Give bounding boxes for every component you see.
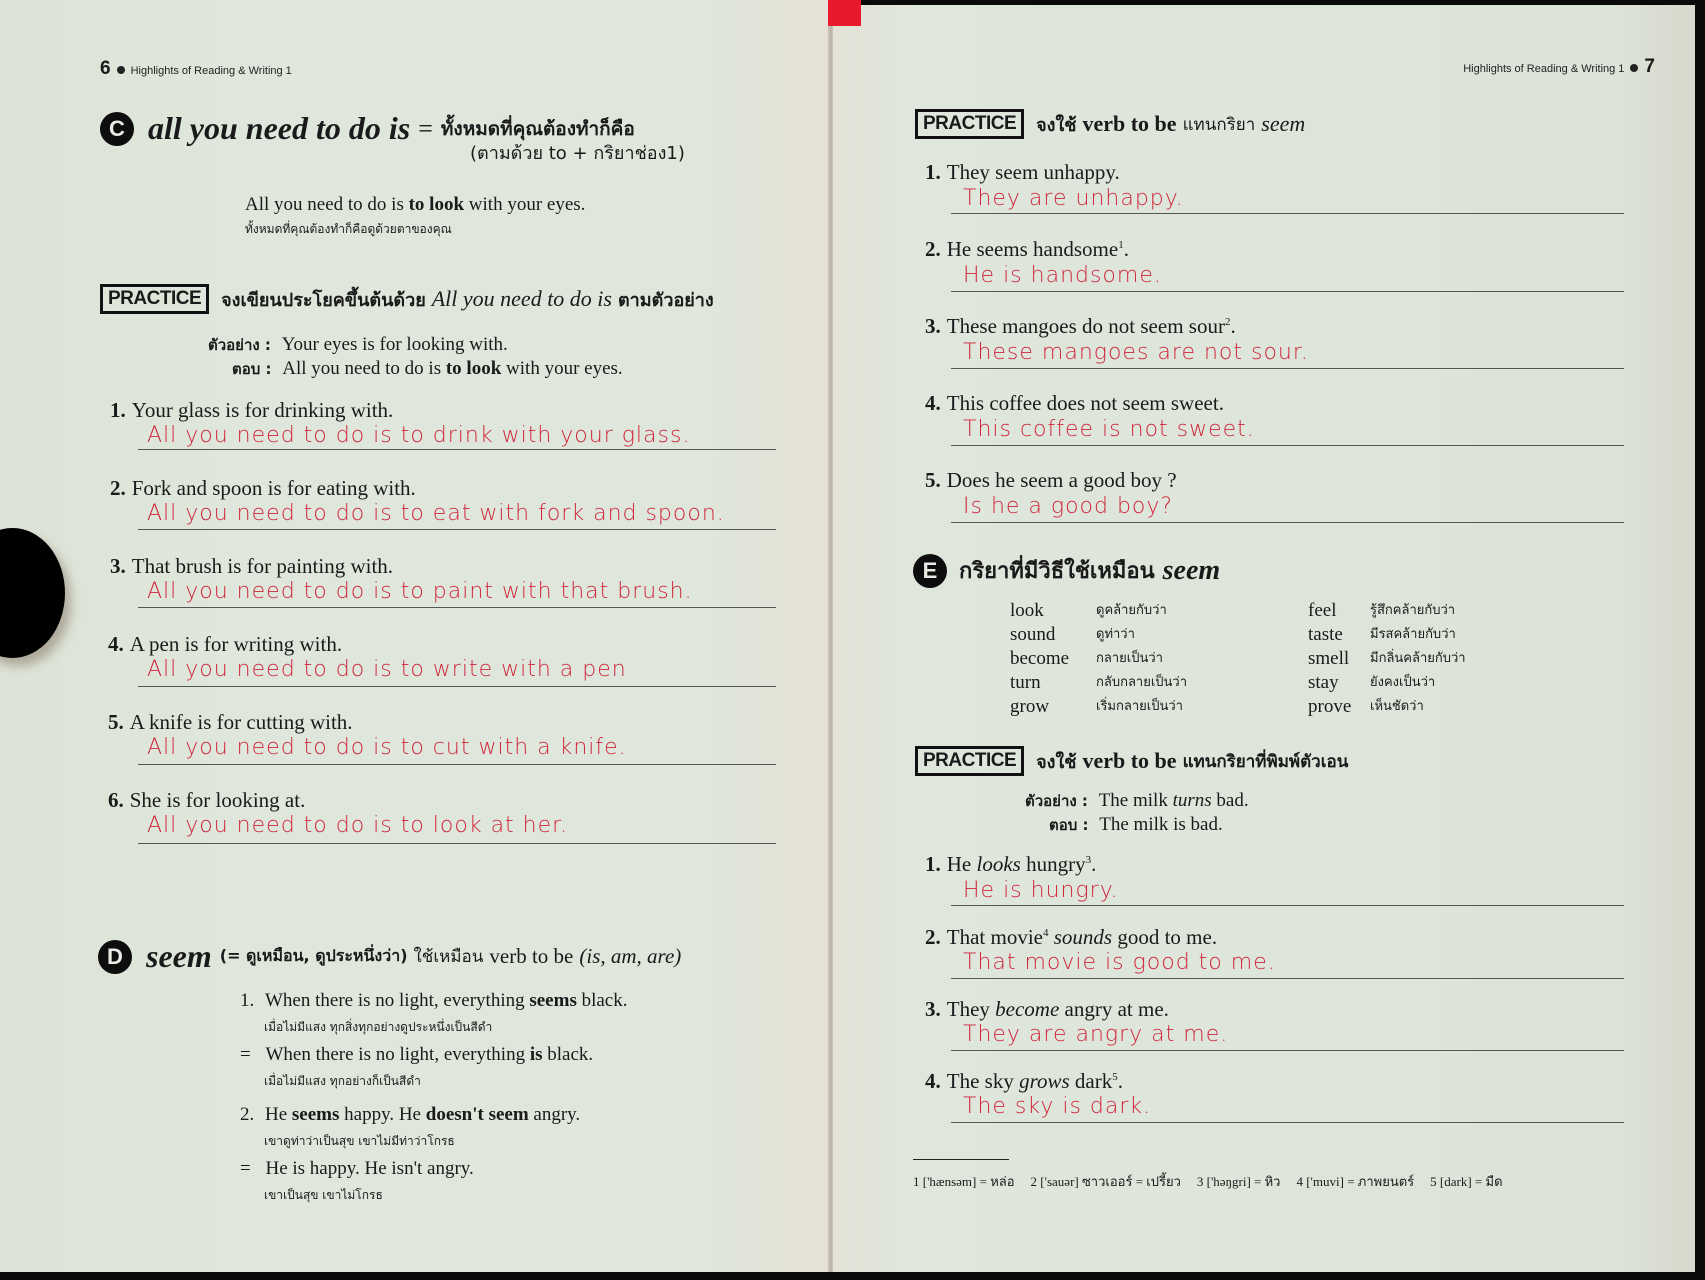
question-italic: grows <box>1019 1069 1070 1093</box>
answer-text: All you need to do is <box>282 358 446 379</box>
section-c-example-thai: ทั้งหมดที่คุณต้องทำก็คือดูด้วยตาของคุณ <box>245 222 452 236</box>
page-number: 7 <box>1644 56 1655 77</box>
footnote-4: 4 ['muvi] = ภาพยนตร์ <box>1296 1174 1415 1189</box>
answer-line <box>138 529 776 530</box>
verb-th: กลายเป็นว่า <box>1096 651 1163 666</box>
practice-2-question-3 <box>925 314 1236 339</box>
practice-1-question-4 <box>108 632 342 657</box>
question-number: 2. <box>925 925 941 949</box>
section-d-example-2 <box>240 1044 593 1066</box>
instruction-italic: seem <box>1261 111 1306 136</box>
question-text: A knife is for cutting with. <box>129 710 353 734</box>
question-number: 5. <box>108 710 124 734</box>
instruction-thai: จงใช้ <box>1036 751 1077 773</box>
practice-2-answer-4[interactable]: This coffee is not sweet. <box>963 417 1255 442</box>
practice-1-question-5 <box>108 710 353 735</box>
verb-th: กลับกลายเป็นว่า <box>1096 675 1188 690</box>
verb-en: become <box>1010 648 1070 669</box>
verb-en: look <box>1010 600 1044 621</box>
verb-en: taste <box>1308 624 1343 645</box>
example-bold: to look <box>408 194 465 215</box>
question-end: . <box>1117 1069 1123 1093</box>
page-number: 6 <box>100 58 111 79</box>
question-number: 6. <box>108 788 124 812</box>
section-d-desc-italic: (is, am, are) <box>579 944 682 968</box>
left-page-header <box>100 58 292 80</box>
question-text: He seems handsome <box>946 237 1119 261</box>
example-thai: เขาเป็นสุข เขาไม่โกรธ <box>264 1188 383 1202</box>
practice-2-answer-5[interactable]: Is he a good boy? <box>963 494 1174 519</box>
question-number: 1. <box>925 852 941 876</box>
practice-1-answer-2[interactable]: All you need to do is to eat with fork and spoon. <box>147 501 725 526</box>
section-d-example-3 <box>240 1104 580 1126</box>
right-page <box>833 0 1695 1272</box>
practice-1-answer-5[interactable]: All you need to do is to cut with a knife. <box>147 735 627 760</box>
practice-1-question-6 <box>108 788 305 813</box>
example-text: All you need to do is <box>245 194 409 215</box>
question-number: 3. <box>110 554 126 578</box>
practice-2-question-2 <box>925 237 1129 262</box>
answer-line <box>951 291 1624 292</box>
bullet-dot-icon <box>117 66 125 74</box>
answer-line <box>951 213 1624 214</box>
verb-th: เริ่มกลายเป็นว่า <box>1096 699 1183 714</box>
practice-1-answer-6[interactable]: All you need to do is to look at her. <box>147 813 569 838</box>
example-text-mid: happy. He <box>339 1104 426 1125</box>
section-d-heading <box>98 938 681 975</box>
section-badge-e: E <box>913 554 947 588</box>
question-end: . <box>1091 852 1097 876</box>
answer-line <box>138 843 776 844</box>
example-text-end: black. <box>542 1044 594 1065</box>
section-d-desc-en: verb to be <box>489 944 574 968</box>
question-text: These mangoes do not seem sour <box>946 314 1225 338</box>
question-number: 1. <box>925 160 941 184</box>
running-title: Highlights of Reading & Writing 1 <box>130 65 292 77</box>
practice-3-answer-2[interactable]: That movie is good to me. <box>963 950 1276 975</box>
instruction-thai-2: แทนกริยาที่พิมพ์ตัวเอน <box>1182 751 1349 772</box>
example-text: He is happy. He isn't angry. <box>265 1158 474 1179</box>
question-text: She is for looking at. <box>129 788 306 812</box>
answer-line <box>951 905 1624 906</box>
question-number: 4. <box>925 391 941 415</box>
question-text-end: hungry <box>1020 852 1086 876</box>
verb-en: sound <box>1010 624 1056 645</box>
footnote-2: 2 ['sauər] ซาวเออร์ = เปรี้ยว <box>1030 1174 1181 1189</box>
example-text: The milk <box>1098 790 1173 811</box>
running-title: Highlights of Reading & Writing 1 <box>1463 63 1625 75</box>
practice-2-answer-3[interactable]: These mangoes are not sour. <box>963 340 1309 365</box>
question-italic: become <box>995 997 1060 1021</box>
section-c-thai: ทั้งหมดที่คุณต้องทำก็คือ <box>440 117 635 140</box>
verb-en: prove <box>1308 696 1352 717</box>
practice-3-question-2 <box>925 925 1217 950</box>
practice-label: PRACTICE <box>915 746 1024 776</box>
question-text-end: good to me. <box>1112 925 1218 949</box>
footnote-divider <box>913 1159 1009 1160</box>
practice-3-answer-4[interactable]: The sky is dark. <box>963 1094 1152 1119</box>
practice-1-example <box>208 333 508 357</box>
section-c-note: (ตามด้วย to + กริยาช่อง1) <box>470 143 685 164</box>
question-text: Does he seem a good boy ? <box>946 468 1177 492</box>
practice-label: PRACTICE <box>100 284 209 314</box>
section-e-title-thai: กริยาที่มีวิธีใช้เหมือน <box>959 559 1155 584</box>
practice-2-question-4 <box>925 391 1224 416</box>
example-bold: is <box>529 1044 543 1065</box>
example-text-end: black. <box>576 990 628 1011</box>
instruction-thai: จงเขียนประโยคขึ้นต้นด้วย <box>221 289 426 311</box>
instruction-italic: All you need to do is <box>431 286 612 311</box>
bullet-dot-icon <box>1630 64 1638 72</box>
section-e-title-italic: seem <box>1162 554 1221 586</box>
question-text: Fork and spoon is for eating with. <box>131 476 416 500</box>
instruction-bold: verb to be <box>1082 111 1177 136</box>
answer-line <box>138 686 776 687</box>
answer-line <box>951 445 1624 446</box>
question-text: That movie <box>946 925 1043 949</box>
instruction-thai-end: ตามตัวอย่าง <box>617 289 714 311</box>
answer-line <box>138 449 776 450</box>
question-text: That brush is for painting with. <box>131 554 394 578</box>
question-number: 3. <box>925 997 941 1021</box>
section-d-example-4 <box>240 1158 474 1180</box>
question-number: 3. <box>925 314 941 338</box>
practice-2-heading <box>915 109 1305 139</box>
answer-bold: to look <box>445 358 502 379</box>
verb-en: feel <box>1308 600 1337 621</box>
example-text-end: angry. <box>528 1104 581 1125</box>
example-thai: เมื่อไม่มีแสง ทุกสิ่งทุกอย่างดูประหนึ่งเป็นสีดำ <box>264 1020 493 1034</box>
equals-sign: = <box>418 113 433 143</box>
example-marker: = <box>240 1158 251 1179</box>
footnote-5: 5 [dark] = มืด <box>1430 1174 1503 1189</box>
answer-line <box>951 522 1624 523</box>
question-end: . <box>1230 314 1236 338</box>
question-italic: looks <box>976 852 1021 876</box>
practice-1-answer-4[interactable]: All you need to do is to write with a pen <box>147 657 627 682</box>
practice-1-answer-1[interactable]: All you need to do is to drink with your glass. <box>147 423 691 448</box>
answer-label: ตอบ : <box>232 360 272 378</box>
verb-en: grow <box>1010 696 1050 717</box>
verb-th: ดูท่าว่า <box>1096 627 1135 642</box>
practice-1-question-1 <box>110 398 393 423</box>
practice-1-question-2 <box>110 476 416 501</box>
verb-th: เห็นชัดว่า <box>1370 699 1424 714</box>
section-d-example-1 <box>240 990 628 1012</box>
answer-text: The milk is bad. <box>1099 814 1223 835</box>
practice-2-question-1 <box>925 160 1120 185</box>
example-text-end: bad. <box>1211 790 1249 811</box>
question-number: 2. <box>925 237 941 261</box>
footnotes <box>913 1171 1503 1192</box>
verb-th: ดูคล้ายกับว่า <box>1096 603 1167 618</box>
example-bold-2: doesn't seem <box>425 1104 529 1125</box>
answer-line <box>951 1050 1624 1051</box>
footnote-ref: 1 <box>1118 239 1124 251</box>
example-bold: seems <box>291 1104 340 1125</box>
section-badge-d: D <box>98 940 132 974</box>
instruction-thai-2: แทนกริยา <box>1182 114 1256 135</box>
question-number: 4. <box>108 632 124 656</box>
verb-th: ยังคงเป็นว่า <box>1370 675 1436 690</box>
question-number: 2. <box>110 476 126 500</box>
example-marker: 1. <box>240 990 255 1011</box>
answer-label: ตอบ : <box>1049 816 1089 834</box>
example-text: When there is no light, everything <box>265 1044 530 1065</box>
question-text-end: angry at me. <box>1059 997 1169 1021</box>
answer-line <box>138 764 776 765</box>
practice-2-question-5 <box>925 468 1177 493</box>
question-number: 5. <box>925 468 941 492</box>
instruction-bold: verb to be <box>1082 748 1177 773</box>
example-bold: seems <box>529 990 577 1011</box>
red-bookmark-tab <box>828 0 861 26</box>
question-text: A pen is for writing with. <box>129 632 343 656</box>
section-c-example <box>245 194 585 216</box>
answer-line <box>951 1122 1624 1123</box>
example-question: Your eyes is for looking with. <box>281 334 508 355</box>
example-thai: เขาดูท่าว่าเป็นสุข เขาไม่มีท่าว่าโกรธ <box>264 1134 455 1148</box>
verb-en: stay <box>1308 672 1339 693</box>
footnote-1: 1 ['hænsəm] = หล่อ <box>913 1174 1015 1189</box>
example-marker: = <box>240 1044 251 1065</box>
question-text: This coffee does not seem sweet. <box>946 391 1224 415</box>
top-edge-shadow <box>855 0 1705 5</box>
example-text: When there is no light, everything <box>265 990 530 1011</box>
practice-1-question-3 <box>110 554 393 579</box>
section-d-title: seem <box>146 938 212 974</box>
verb-th: มีรสคล้ายกับว่า <box>1370 627 1456 642</box>
example-label: ตัวอย่าง : <box>208 336 271 354</box>
question-end: . <box>1123 237 1129 261</box>
section-e-heading <box>913 553 1220 588</box>
section-d-desc-thai: ใช้เหมือน <box>413 947 484 967</box>
question-number: 4. <box>925 1069 941 1093</box>
question-text: They seem unhappy. <box>946 160 1120 184</box>
example-marker: 2. <box>240 1104 255 1125</box>
question-text: They <box>946 997 996 1021</box>
answer-text-end: with your eyes. <box>501 358 623 379</box>
practice-2-answer-1[interactable]: They are unhappy. <box>963 186 1184 211</box>
section-badge-c: C <box>100 112 134 146</box>
practice-2-answer-2[interactable]: He is handsome. <box>963 263 1162 288</box>
answer-line <box>951 978 1624 979</box>
example-text: He <box>265 1104 292 1125</box>
footnote-ref: 2 <box>1224 316 1231 328</box>
example-label: ตัวอย่าง : <box>1025 792 1088 810</box>
question-text: He <box>946 852 977 876</box>
verb-list-right <box>1308 600 1550 718</box>
footnote-ref: 3 <box>1085 854 1092 866</box>
practice-3-answer-1[interactable]: He is hungry. <box>963 878 1119 903</box>
footnote-ref: 4 <box>1042 927 1049 939</box>
practice-1-answer-3[interactable]: All you need to do is to paint with that brush. <box>147 579 693 604</box>
practice-1-heading <box>100 284 714 314</box>
footnote-ref: 5 <box>1112 1071 1118 1083</box>
practice-3-answer-3[interactable]: They are angry at me. <box>963 1022 1229 1047</box>
instruction-thai: จงใช้ <box>1036 114 1077 136</box>
left-page <box>0 0 830 1272</box>
question-text-end: dark <box>1069 1069 1113 1093</box>
footnote-3: 3 ['həŋgri] = หิว <box>1196 1174 1281 1189</box>
right-page-header <box>1463 56 1655 78</box>
question-text: Your glass is for drinking with. <box>131 398 394 422</box>
practice-3-question-4 <box>925 1069 1123 1094</box>
practice-3-question-3 <box>925 997 1169 1022</box>
verb-th: รู้สึกคล้ายกับว่า <box>1370 603 1456 618</box>
verb-en: turn <box>1010 672 1041 693</box>
example-italic: turns <box>1172 790 1212 811</box>
practice-3-question-1 <box>925 852 1096 877</box>
practice-3-answer-example <box>1049 813 1223 837</box>
practice-3-example <box>1025 789 1249 813</box>
verb-list-left <box>1010 600 1276 718</box>
answer-line <box>138 607 776 608</box>
practice-label: PRACTICE <box>915 109 1024 139</box>
binder-hole <box>0 528 65 658</box>
example-text-end: with your eyes. <box>464 194 586 215</box>
question-italic: sounds <box>1053 925 1113 949</box>
section-d-thai-meaning: (= ดูเหมือน, ดูประหนึ่งว่า) <box>219 946 408 965</box>
example-thai: เมื่อไม่มีแสง ทุกอย่างก็เป็นสีดำ <box>264 1074 421 1088</box>
answer-line <box>951 368 1624 369</box>
verb-en: smell <box>1308 648 1350 669</box>
question-number: 1. <box>110 398 126 422</box>
verb-th: มีกลิ่นคล้ายกับว่า <box>1370 651 1466 666</box>
section-c-title: all you need to do is <box>148 110 411 146</box>
practice-3-heading <box>915 746 1348 776</box>
practice-1-answer <box>232 357 623 381</box>
question-text: The sky <box>946 1069 1020 1093</box>
